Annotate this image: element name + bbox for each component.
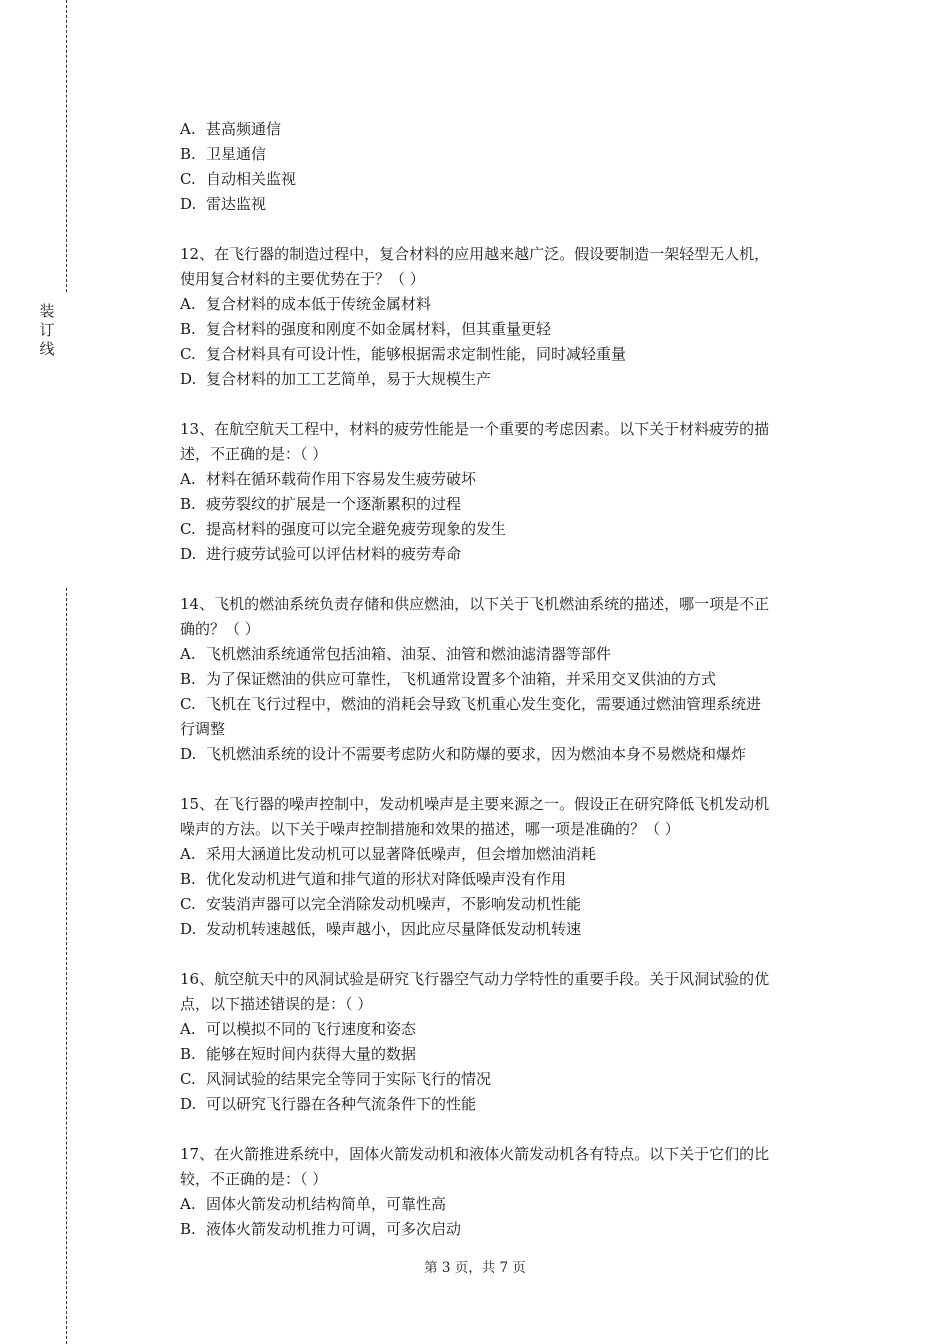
question-stem: 13、在航空航天工程中，材料的疲劳性能是一个重要的考虑因素。以下关于材料疲劳的描 xyxy=(180,420,770,438)
question-stem: 12、在飞行器的制造过程中，复合材料的应用越来越广泛。假设要制造一架轻型无人机， xyxy=(180,245,770,263)
binding-char: 装 xyxy=(39,302,55,320)
option-c: C. 提高材料的强度可以完全避免疲劳现象的发生 xyxy=(180,520,507,538)
question-stem: 17、在火箭推进系统中，固体火箭发动机和液体火箭发动机各有特点。以下关于它们的比 xyxy=(180,1145,770,1163)
option-b: B. 卫星通信 xyxy=(180,145,267,163)
option-b: B. 优化发动机进气道和排气道的形状对降低噪声没有作用 xyxy=(180,870,567,888)
option-c-continued: 行调整 xyxy=(180,720,226,738)
question-stem: 点，以下描述错误的是：（ ） xyxy=(180,995,373,1013)
option-a: A. 复合材料的成本低于传统金属材料 xyxy=(180,295,432,313)
binding-label xyxy=(38,302,56,359)
question-stem: 16、航空航天中的风洞试验是研究飞行器空气动力学特性的重要手段。关于风洞试验的优 xyxy=(180,970,770,988)
question-stem: 使用复合材料的主要优势在于？（ ） xyxy=(180,270,425,288)
question-stem: 14、飞机的燃油系统负责存储和供应燃油，以下关于飞机燃油系统的描述，哪一项是不正 xyxy=(180,595,770,613)
option-d: D. 雷达监视 xyxy=(180,195,267,213)
binding-char: 订 xyxy=(39,321,55,339)
question-13 xyxy=(180,417,840,567)
option-d: D. 复合材料的加工工艺简单，易于大规模生产 xyxy=(180,370,492,388)
option-b: B. 疲劳裂纹的扩展是一个逐渐累积的过程 xyxy=(180,495,462,513)
option-a: A. 飞机燃油系统通常包括油箱、油泵、油管和燃油滤清器等部件 xyxy=(180,645,612,663)
question-12 xyxy=(180,242,840,392)
option-b: B. 液体火箭发动机推力可调，可多次启动 xyxy=(180,1220,462,1238)
page-number: 第 3 页，共 7 页 xyxy=(424,1260,526,1276)
option-a: A. 采用大涵道比发动机可以显著降低噪声，但会增加燃油消耗 xyxy=(180,845,597,863)
option-d: D. 可以研究飞行器在各种气流条件下的性能 xyxy=(180,1095,477,1113)
question-stem: 噪声的方法。以下关于噪声控制措施和效果的描述，哪一项是准确的？（ ） xyxy=(180,820,680,838)
option-c: C. 自动相关监视 xyxy=(180,170,297,188)
option-c: C. 飞机在飞行过程中，燃油的消耗会导致飞机重心发生变化，需要通过燃油管理系统进 xyxy=(180,695,762,713)
option-a: A. 可以模拟不同的飞行速度和姿态 xyxy=(180,1020,417,1038)
option-c: C. 风洞试验的结果完全等同于实际飞行的情况 xyxy=(180,1070,492,1088)
question-17 xyxy=(180,1142,840,1242)
question-16 xyxy=(180,967,840,1117)
question-stem: 述，不正确的是：（ ） xyxy=(180,445,328,463)
question-stem: 15、在飞行器的噪声控制中，发动机噪声是主要来源之一。假设正在研究降低飞机发动机 xyxy=(180,795,770,813)
question-stem: 较，不正确的是：（ ） xyxy=(180,1170,328,1188)
question-stem: 确的？（ ） xyxy=(180,620,260,638)
binding-line-bottom xyxy=(66,588,67,1344)
binding-char: 线 xyxy=(39,340,55,358)
question-content xyxy=(180,117,840,1267)
option-d: D. 进行疲劳试验可以评估材料的疲劳寿命 xyxy=(180,545,462,563)
binding-line-top xyxy=(66,0,67,292)
option-c: C. 安装消声器可以完全消除发动机噪声，不影响发动机性能 xyxy=(180,895,582,913)
option-b: B. 复合材料的强度和刚度不如金属材料，但其重量更轻 xyxy=(180,320,552,338)
option-c: C. 复合材料具有可设计性，能够根据需求定制性能，同时减轻重量 xyxy=(180,345,627,363)
option-a: A. 固体火箭发动机结构简单，可靠性高 xyxy=(180,1195,447,1213)
option-d: D. 发动机转速越低，噪声越小，因此应尽量降低发动机转速 xyxy=(180,920,582,938)
question-15 xyxy=(180,792,840,942)
option-a: A. 甚高频通信 xyxy=(180,120,282,138)
option-a: A. 材料在循环载荷作用下容易发生疲劳破坏 xyxy=(180,470,477,488)
option-b: B. 能够在短时间内获得大量的数据 xyxy=(180,1045,417,1063)
option-b: B. 为了保证燃油的供应可靠性，飞机通常设置多个油箱，并采用交叉供油的方式 xyxy=(180,670,717,688)
question-11-options xyxy=(180,117,840,217)
question-14 xyxy=(180,592,840,767)
option-d: D. 飞机燃油系统的设计不需要考虑防火和防爆的要求，因为燃油本身不易燃烧和爆炸 xyxy=(180,745,747,763)
